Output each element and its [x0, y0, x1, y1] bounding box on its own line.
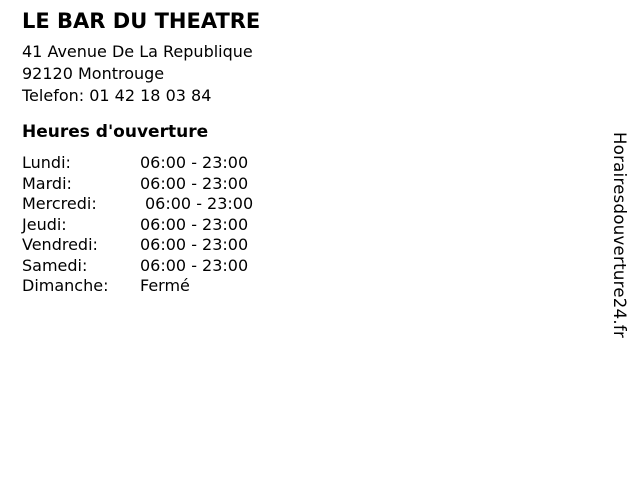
time-value: 06:00 - 23:00	[140, 214, 249, 234]
hours-row-saturday	[22, 256, 253, 277]
hours-row-thursday	[22, 215, 253, 236]
day-label: Samedi:	[22, 255, 88, 275]
business-name: LE BAR DU THEATRE	[22, 9, 261, 33]
address-line-city: 92120 Montrouge	[22, 64, 165, 83]
day-label: Jeudi:	[22, 214, 67, 234]
day-label: Mercredi:	[22, 194, 97, 213]
hours-heading: Heures d'ouverture	[22, 122, 209, 142]
hours-row-friday	[22, 235, 253, 256]
time-value: 06:00 - 23:00	[140, 173, 249, 193]
time-value: 06:00 - 23:00	[140, 255, 249, 275]
hours-row-monday	[22, 153, 253, 174]
time-value: Fermé	[140, 276, 190, 295]
day-label: Lundi:	[22, 153, 71, 172]
day-label: Dimanche:	[22, 276, 109, 295]
time-value: 06:00 - 23:00	[140, 235, 249, 254]
hours-row-wednesday	[22, 194, 253, 215]
hours-row-sunday	[22, 276, 253, 297]
watermark-vertical-text: Horairesdouverture24.fr	[610, 132, 629, 339]
time-value: 06:00 - 23:00	[145, 194, 254, 213]
business-address-block	[22, 41, 253, 107]
address-line-street: 41 Avenue De La Republique	[22, 42, 253, 61]
time-value: 06:00 - 23:00	[140, 153, 249, 172]
day-label: Mardi:	[22, 173, 72, 193]
hours-row-tuesday	[22, 174, 253, 195]
hours-table	[22, 153, 253, 297]
day-label: Vendredi:	[22, 235, 98, 254]
phone-line: Telefon: 01 42 18 03 84	[22, 86, 212, 105]
